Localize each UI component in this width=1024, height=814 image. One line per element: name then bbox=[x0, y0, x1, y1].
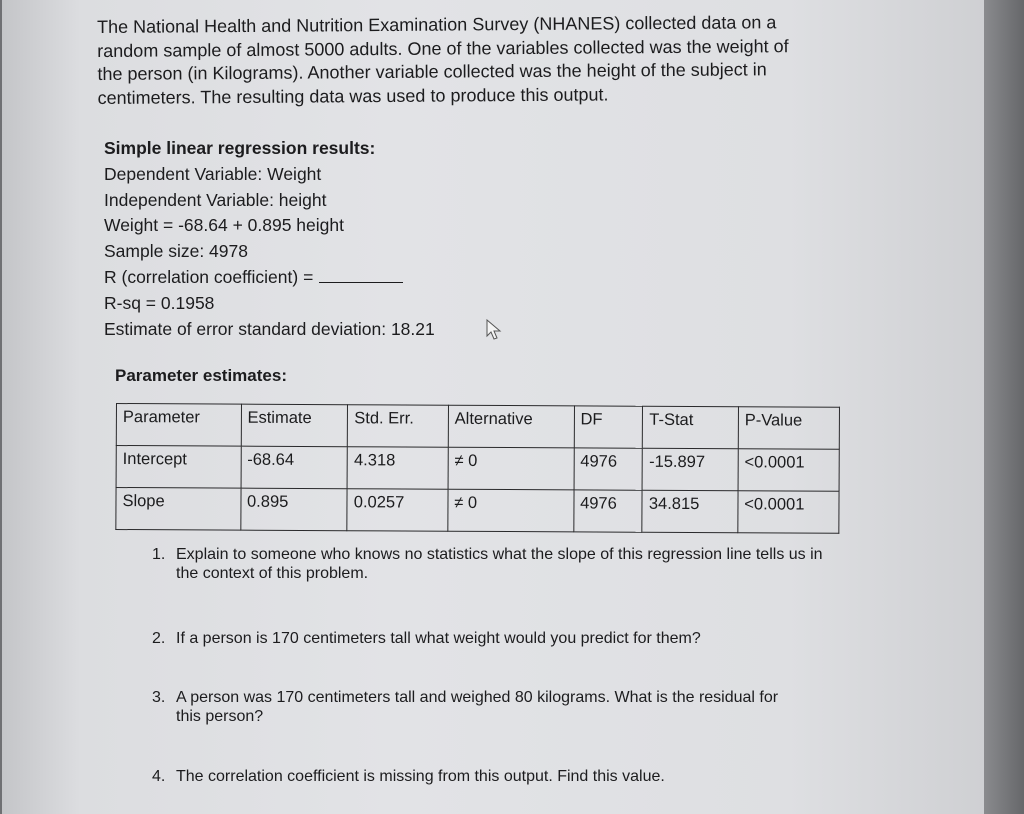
parameter-table bbox=[115, 403, 840, 534]
table-cell: 4.318 bbox=[347, 447, 448, 490]
header-cell: Parameter bbox=[116, 404, 241, 447]
question-item bbox=[152, 629, 842, 648]
header-cell: DF bbox=[574, 406, 643, 448]
regression-results bbox=[104, 136, 554, 342]
answer-blank bbox=[319, 268, 403, 283]
question-item bbox=[152, 767, 842, 786]
question-item bbox=[152, 545, 842, 583]
question-text: Explain to someone who knows no statistics what the slope of this regression line tells us in the context of this problem. bbox=[176, 546, 823, 582]
question-text: The correlation coefficient is missing from this output. Find this value. bbox=[176, 768, 665, 785]
correlation-label: R (correlation coefficient) = bbox=[104, 266, 314, 287]
header-cell: T-Stat bbox=[643, 406, 739, 448]
results-heading: Simple linear regression results: bbox=[104, 138, 376, 158]
question-number: 4. bbox=[152, 768, 166, 785]
r-squared: R-sq = 0.1958 bbox=[104, 292, 215, 313]
dependent-variable: Dependent Variable: Weight bbox=[104, 163, 322, 184]
page-edge-shadow bbox=[984, 0, 1024, 814]
table-cell: ≠ 0 bbox=[448, 489, 574, 532]
regression-equation: Weight = -68.64 + 0.895 height bbox=[104, 215, 344, 236]
intro-line: The National Health and Nutrition Examination Survey (NHANES) collected data on a bbox=[97, 12, 777, 37]
correlation-line bbox=[104, 265, 554, 291]
question-number: 3. bbox=[152, 689, 166, 706]
header-cell: Estimate bbox=[241, 404, 348, 447]
table-cell: 0.895 bbox=[240, 488, 347, 531]
table-cell: Slope bbox=[116, 488, 241, 531]
mouse-pointer-icon bbox=[485, 319, 503, 341]
table-cell: 4976 bbox=[574, 448, 643, 490]
table-cell: 0.0257 bbox=[347, 489, 448, 532]
sample-size: Sample size: 4978 bbox=[104, 241, 248, 262]
parameter-estimates-heading: Parameter estimates: bbox=[115, 366, 287, 385]
table-cell: -15.897 bbox=[642, 448, 738, 490]
error-std-dev: Estimate of error standard deviation: 18.21 bbox=[104, 318, 435, 339]
intro-line: centimeters. The resulting data was used to produce this output. bbox=[97, 83, 609, 108]
table-cell: ≠ 0 bbox=[448, 447, 574, 490]
table-cell: 4976 bbox=[573, 490, 642, 532]
table-row bbox=[116, 446, 839, 492]
header-cell: Std. Err. bbox=[348, 405, 449, 448]
header-cell: Alternative bbox=[448, 405, 574, 448]
table-cell: <0.0001 bbox=[738, 491, 839, 534]
table-cell: -68.64 bbox=[241, 446, 348, 489]
table-header-row bbox=[116, 404, 839, 450]
question-number: 2. bbox=[152, 630, 166, 647]
question-text: A person was 170 centimeters tall and weighed 80 kilograms. What is the residual for this person? bbox=[176, 689, 779, 725]
intro-line: random sample of almost 5000 adults. One of the variables collected was the weight of bbox=[97, 35, 789, 61]
table-cell: Intercept bbox=[116, 446, 241, 489]
independent-variable: Independent Variable: height bbox=[104, 189, 327, 210]
table-cell: <0.0001 bbox=[738, 449, 839, 492]
header-cell: P-Value bbox=[738, 407, 839, 450]
intro-paragraph bbox=[97, 11, 878, 110]
question-number: 1. bbox=[152, 546, 166, 563]
question-item bbox=[152, 688, 792, 726]
table-cell: 34.815 bbox=[642, 490, 738, 532]
question-text: If a person is 170 centimeters tall what weight would you predict for them? bbox=[176, 630, 701, 647]
table-row bbox=[116, 488, 839, 534]
intro-line: the person (in Kilograms). Another variable collected was the height of the subject in bbox=[97, 59, 767, 84]
